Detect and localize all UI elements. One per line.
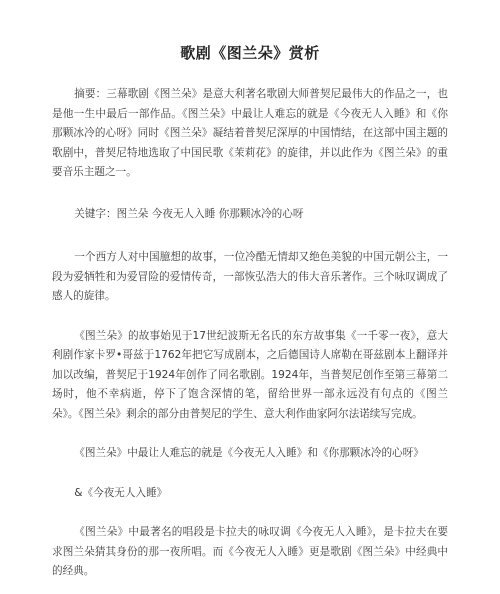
nessun-dorma-paragraph: 《图兰朵》中最著名的唱段是卡拉夫的咏叹调《今夜无人入睡》，是卡拉夫在要求图兰朵猜其身份的那一夜所唱。而《今夜无人入睡》更是歌剧《图兰朵》中经典中的经典。 [52,526,448,577]
section-subheading: &《今夜无人入睡》 [74,486,168,499]
keywords-line: 关键字：图兰朵 今夜无人入睡 你那颗冰冷的心呀 [74,207,304,220]
abstract-paragraph: 摘要：三幕歌剧《图兰朵》是意大利著名歌剧大师普契尼最伟大的作品之一，也是他一生中最后一部作品。《图兰朵》中最让人难忘的就是《今夜无人入睡》和《你那颗冰冷的心呀》同时《图兰朵》凝结着普契尼深厚的中国情结，在这部中国主题的歌剧中，普契尼特地选取了中国民歌《茉莉花》的旋律，并以此作为《图兰朵》的重要音乐主题之一。 [52,88,448,178]
arias-paragraph: 《图兰朵》中最让人难忘的就是《今夜无人入睡》和《你那颗冰冷的心呀》 [74,447,424,459]
document-title: 歌剧《图兰朵》赏析 [180,44,320,62]
intro-paragraph: 一个西方人对中国臆想的故事，一位冷酷无情却又绝色美貌的中国元朝公主，一段为爱牺牲和为爱冒险的爱情传奇，一部恢弘浩大的伟大音乐著作。三个咏叹调成了感人的旋律。 [52,251,448,302]
history-paragraph: 《图兰朵》的故事始见于17世纪波斯无名氏的东方故事集《一千零一夜》，意大利剧作家卡罗•哥兹于1762年把它写成剧本，之后德国诗人席勒在哥兹剧本上翻译并加以改编，普契尼于1924年创作了同名歌剧。1924年，当普契尼创作至第三幕第二场时，他不幸病逝，停下了饱含深情的笔，留给世界一部永远没有句点的《图兰朵》。《图兰朵》剩余的部分由普契尼的学生、意大利作曲家阿尔法诺续写完成。 [52,329,448,420]
